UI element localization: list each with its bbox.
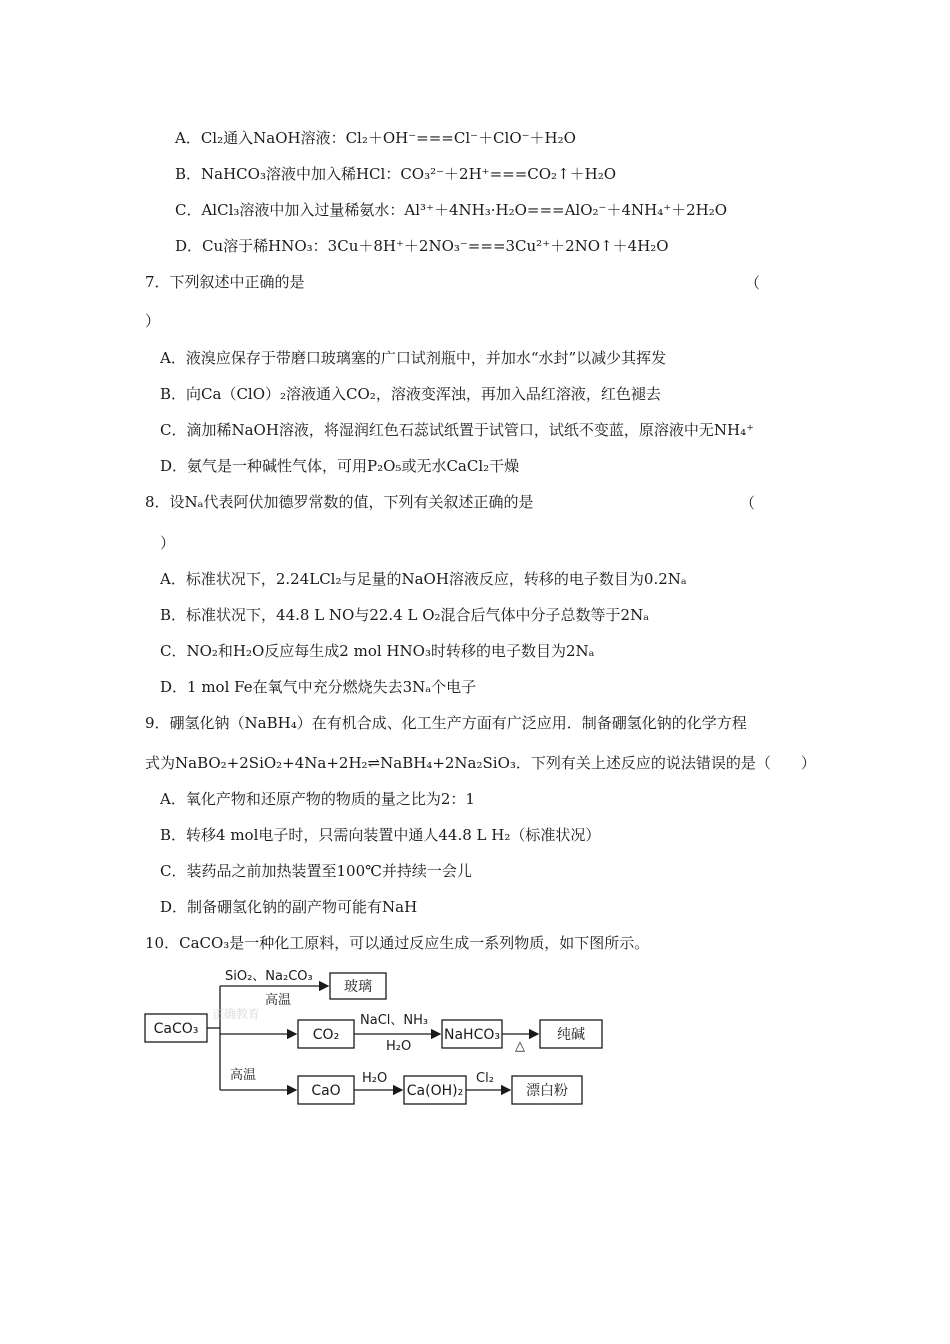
mid-reagent-label-1: NaCl、NH₃ xyxy=(360,1013,429,1028)
q9-option-c: C．装药品之前加热装置至100℃并持续一会儿 xyxy=(160,862,472,880)
q9-stem-line1: 9．硼氢化钠（NaBH₄）在有机合成、化工生产方面有广泛应用．制备硼氢化钠的化学方程 xyxy=(145,714,747,732)
q6-option-d: D．Cu溶于稀HNO₃：3Cu＋8H⁺＋2NO₃⁻===3Cu²⁺＋2NO↑＋4H₂O xyxy=(175,237,669,255)
q8-option-b: B．标准状况下，44.8 L NO与22.4 L O₂混合后气体中分子总数等于2Nₐ xyxy=(160,606,650,624)
bottom-condition-label: 高温 xyxy=(230,1068,257,1083)
q7-stem: 7．下列叙述中正确的是 xyxy=(145,273,305,291)
q6-option-c: C．AlCl₃溶液中加入过量稀氨水：Al³⁺＋4NH₃·H₂O===AlO₂⁻＋4NH₄⁺＋2H₂O xyxy=(175,201,728,219)
q8-option-d: D．1 mol Fe在氧气中充分燃烧失去3Nₐ个电子 xyxy=(160,678,477,696)
q9-option-d: D．制备硼氢化钠的副产物可能有NaH xyxy=(160,898,418,916)
reaction-flow-diagram xyxy=(140,962,620,1112)
bleach-label: 漂白粉 xyxy=(526,1083,568,1099)
top-condition-label: 高温 xyxy=(265,993,292,1008)
q8-option-c: C．NO₂和H₂O反应每生成2 mol HNO₃时转移的电子数目为2Nₐ xyxy=(160,642,595,660)
soda-label: 纯碱 xyxy=(557,1027,585,1043)
caoh2-label: Ca(OH)₂ xyxy=(406,1083,464,1099)
q7-option-b: B．向Ca（ClO）₂溶液通入CO₂，溶液变浑浊，再加入品红溶液，红色褪去 xyxy=(160,385,661,403)
watermark: 正确教育 xyxy=(212,1007,261,1021)
cl2-label: Cl₂ xyxy=(476,1071,494,1086)
q6-option-b: B．NaHCO₃溶液中加入稀HCl：CO₃²⁻＋2H⁺===CO₂↑＋H₂O xyxy=(175,165,617,183)
q9-option-a: A．氧化产物和还原产物的物质的量之比为2：1 xyxy=(160,790,475,808)
q10-stem: 10．CaCO₃是一种化工原料，可以通过反应生成一系列物质，如下图所示。 xyxy=(145,934,650,952)
h2o-label: H₂O xyxy=(362,1071,388,1086)
mid-reagent-label-2: H₂O xyxy=(386,1039,412,1054)
q7-paren-open: （ xyxy=(745,274,761,292)
q9-stem-line2: 式为NaBO₂+2SiO₂+4Na+2H₂⇌NaBH₄+2Na₂SiO₃．下列有关上述反应的说法错误的是（ ） xyxy=(145,754,816,772)
glass-label: 玻璃 xyxy=(344,979,372,995)
q7-option-c: C．滴加稀NaOH溶液，将湿润红色石蕊试纸置于试管口，试纸不变蓝，原溶液中无NH₄⁺ xyxy=(160,421,755,439)
q7-paren-close: ） xyxy=(145,312,161,330)
q7-option-d: D．氨气是一种碱性气体，可用P₂O₅或无水CaCl₂干燥 xyxy=(160,457,520,475)
q9-option-b: B．转移4 mol电子时，只需向装置中通人44.8 L H₂（标准状况） xyxy=(160,826,601,844)
top-reagent-label: SiO₂、Na₂CO₃ xyxy=(225,969,313,984)
q7-option-a: A．液溴应保存于带磨口玻璃塞的广口试剂瓶中，并加水“水封”以减少其挥发 xyxy=(160,349,667,367)
nahco3-label: NaHCO₃ xyxy=(444,1027,500,1043)
q8-stem: 8．设Nₐ代表阿伏加德罗常数的值，下列有关叙述正确的是 xyxy=(145,493,534,511)
caco3-label: CaCO₃ xyxy=(153,1021,199,1037)
q6-option-a: A．Cl₂通入NaOH溶液：Cl₂＋OH⁻===Cl⁻＋ClO⁻＋H₂O xyxy=(175,129,576,147)
cao-label: CaO xyxy=(311,1083,341,1099)
co2-label: CO₂ xyxy=(312,1027,340,1043)
q8-paren-open: （ xyxy=(740,494,756,512)
q8-paren-close: ） xyxy=(160,534,176,552)
q8-option-a: A．标准状况下，2.24LCl₂与足量的NaOH溶液反应，转移的电子数目为0.2Nₐ xyxy=(160,570,687,588)
heat-symbol: △ xyxy=(515,1039,525,1054)
